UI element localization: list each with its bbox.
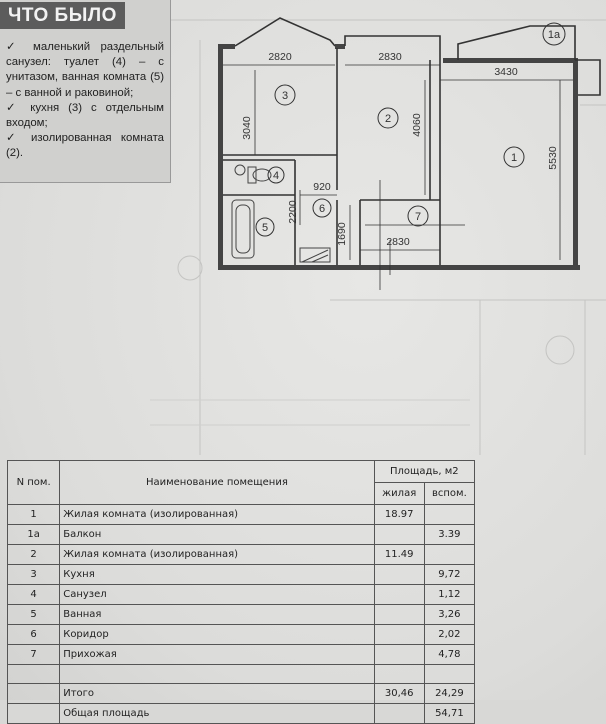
room-number-1: 1 bbox=[510, 152, 518, 164]
room-number-7: 7 bbox=[414, 211, 422, 223]
table-row bbox=[8, 665, 475, 684]
col-header-aux: вспом. bbox=[424, 483, 474, 505]
dim-room1-width: 3430 bbox=[494, 66, 518, 78]
room-number-1a: 1а bbox=[547, 29, 561, 41]
info-item: ✓ кухня (3) с отдельным входом; bbox=[6, 101, 164, 130]
room-number-5: 5 bbox=[261, 222, 269, 234]
table-total-row: Итого 30,46 24,29 bbox=[8, 684, 475, 704]
room-number-4: 4 bbox=[272, 170, 280, 182]
dim-kitchen-depth: 3040 bbox=[241, 116, 253, 140]
table-row: 3 Кухня 9,72 bbox=[8, 565, 475, 585]
room-number-3: 3 bbox=[281, 90, 289, 102]
table-row: 1а Балкон 3.39 bbox=[8, 525, 475, 545]
col-header-area: Площадь, м2 bbox=[374, 461, 474, 483]
table-row: 5 Ванная 3,26 bbox=[8, 605, 475, 625]
room-number-6: 6 bbox=[318, 203, 326, 215]
info-item: ✓ изолированная комната (2). bbox=[6, 132, 164, 160]
dim-room1-depth: 5530 bbox=[547, 146, 559, 170]
col-header-living: жилая bbox=[374, 483, 424, 505]
dim-kitchen-width: 2820 bbox=[268, 51, 292, 63]
table-row: 4 Санузел 1,12 bbox=[8, 585, 475, 605]
info-list bbox=[6, 40, 164, 162]
info-box bbox=[0, 0, 171, 183]
table-row: 6 Коридор 2,02 bbox=[8, 625, 475, 645]
dim-corridor-width: 920 bbox=[313, 181, 331, 193]
col-header-num: N пом. bbox=[8, 461, 60, 505]
col-header-name: Наименование помещения bbox=[60, 461, 374, 505]
dim-bath-height: 2200 bbox=[287, 200, 299, 224]
table-row: 1 Жилая комната (изолированная) 18.97 bbox=[8, 505, 475, 525]
dim-hall-width: 2830 bbox=[386, 236, 410, 248]
info-title: ЧТО БЫЛО bbox=[0, 2, 125, 29]
table-row: 2 Жилая комната (изолированная) 11.49 bbox=[8, 545, 475, 565]
table-row: 7 Прихожая 4,78 bbox=[8, 645, 475, 665]
room-number-2: 2 bbox=[384, 113, 392, 125]
dim-room2-width: 2830 bbox=[378, 51, 402, 63]
table-overall-row: Общая площадь 54,71 bbox=[8, 704, 475, 724]
dim-hall-depth: 1690 bbox=[336, 222, 348, 246]
info-item: ✓ маленький раздельный санузел: туалет (4) – с унитазом, ванная комната (5) – с ванной и раковиной; bbox=[6, 41, 164, 99]
area-table bbox=[7, 460, 475, 724]
dim-room2-depth: 4060 bbox=[411, 113, 423, 137]
